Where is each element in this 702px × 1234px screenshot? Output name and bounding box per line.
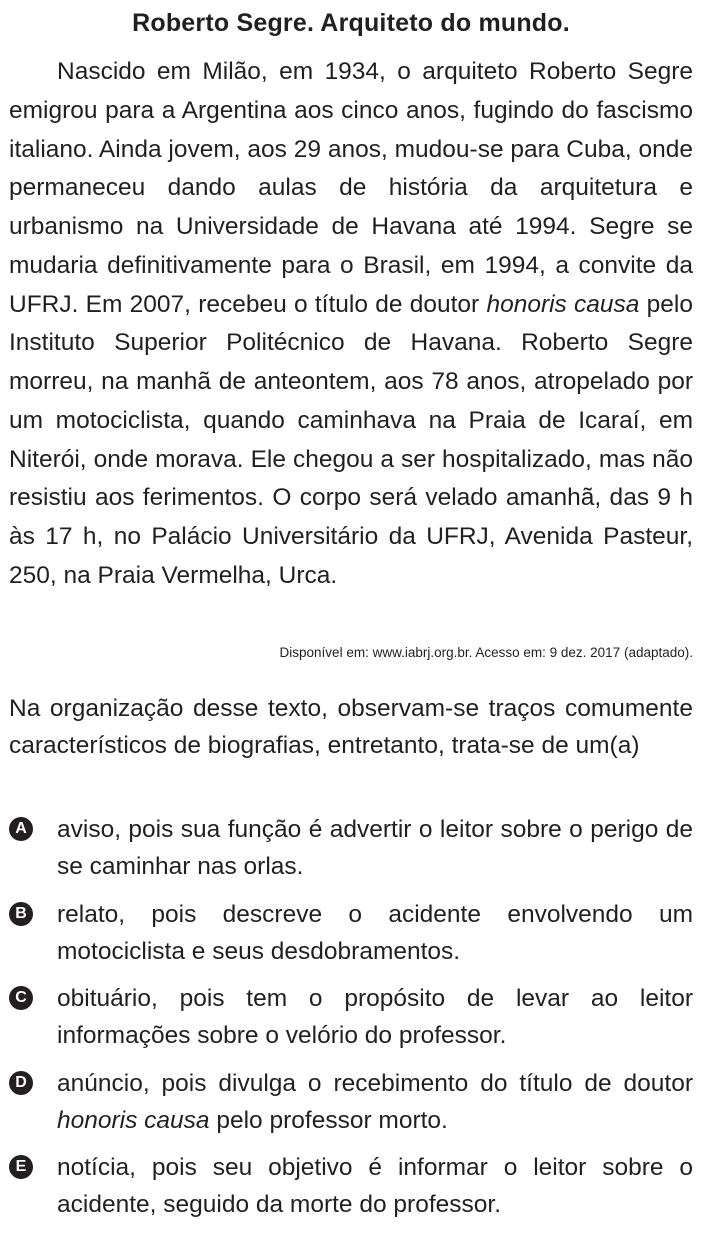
answer-options (9, 811, 693, 1234)
option-letter-a-badge: A (9, 817, 33, 841)
passage-italic-term: honoris causa (486, 290, 640, 318)
option-e-text: notícia, pois seu objetivo é informar o leitor sobre o acidente, seguido da morte do professor. (57, 1154, 693, 1218)
question-stem: Na organização desse texto, observam-se traços comumente característicos de biografias, entretanto, trata-se de um(a) (9, 695, 693, 759)
option-c[interactable] (9, 980, 693, 1054)
passage-text (9, 53, 693, 596)
option-letter-b-badge: B (9, 902, 33, 926)
option-a[interactable] (9, 811, 693, 885)
passage-title: Roberto Segre. Arquiteto do mundo. (132, 9, 570, 37)
option-d[interactable] (9, 1065, 693, 1139)
option-d-italic-term: honoris causa (57, 1106, 210, 1134)
option-d-text-after: pelo professor morto. (209, 1106, 448, 1134)
option-d-text-before: anúncio, pois divulga o recebimento do título de doutor (57, 1069, 693, 1097)
option-b[interactable] (9, 896, 693, 970)
source-citation: Disponível em: www.iabrj.org.br. Acesso em: 9 dez. 2017 (adaptado). (279, 645, 693, 660)
option-d-text (57, 1070, 693, 1134)
passage-text-part1: Nascido em Milão, em 1934, o arquiteto Roberto Segre emigrou para a Argentina aos cinco anos, fugindo do fascismo italiano. Ainda jovem, aos 29 anos, mudou-se para Cuba, onde permaneceu dando aulas de história da arquitetura e urbanismo na Universidade de Havana até 1994. Segre se mudaria definitivamente para o Brasil, em 1994, a convite da UFRJ. Em 2007, recebeu o título de doutor (9, 58, 693, 318)
passage-text-part2: pelo Instituto Superior Politécnico de Havana. Roberto Segre morreu, na manhã de anteontem, aos 78 anos, atropelado por um motociclista, quando caminhava na Praia de Icaraí, em Niterói, onde morava. Ele chegou a ser hospitalizado, mas não resistiu aos ferimentos. O corpo será velado amanhã, das 9 h às 17 h, no Palácio Universitário da UFRJ, Avenida Pasteur, 250, na Praia Vermelha, Urca. (9, 290, 693, 589)
option-letter-c-badge: C (9, 986, 33, 1010)
option-b-text: relato, pois descreve o acidente envolvendo um motociclista e seus desdobramentos. (57, 900, 693, 965)
option-c-text: obituário, pois tem o propósito de levar ao leitor informações sobre o velório do professor. (57, 985, 693, 1049)
option-a-text: aviso, pois sua função é advertir o leitor sobre o perigo de se caminhar nas orlas. (57, 816, 693, 880)
option-letter-d-badge: D (9, 1071, 33, 1095)
option-letter-e-badge: E (9, 1155, 33, 1179)
option-e[interactable] (9, 1149, 693, 1223)
